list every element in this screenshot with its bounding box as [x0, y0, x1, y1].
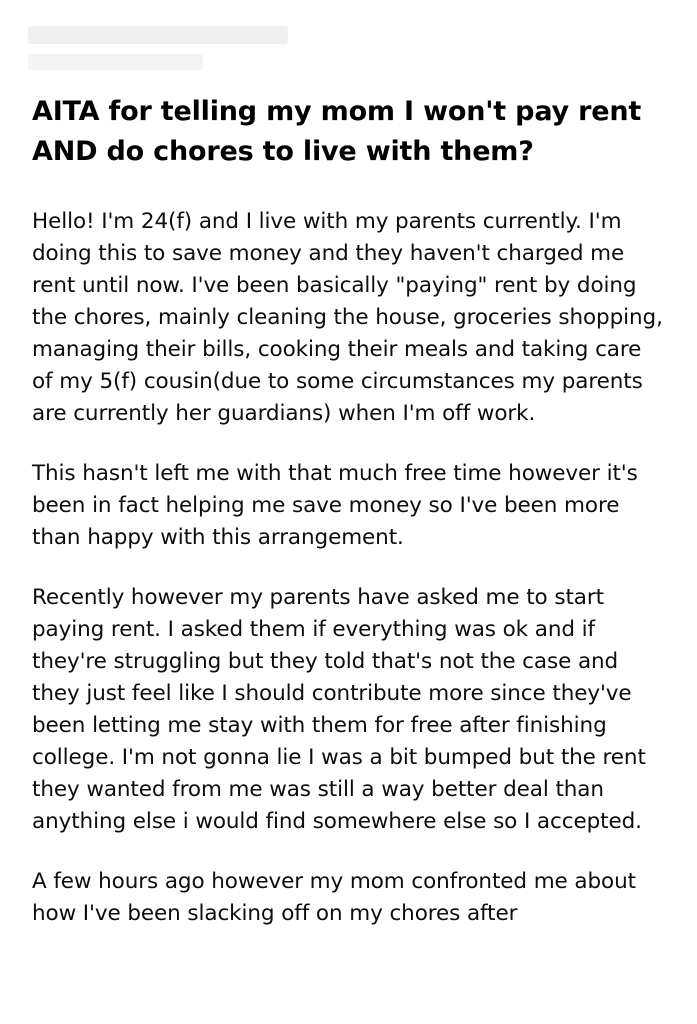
faded-header-strip	[0, 0, 697, 92]
post-paragraph: A few hours ago however my mom confronted me about how I've been slacking off on my chores after	[32, 869, 636, 926]
post-content	[0, 92, 697, 930]
faded-header-line-secondary	[28, 54, 203, 70]
faded-header-line-primary	[28, 26, 288, 44]
post-paragraph: Recently however my parents have asked me to start paying rent. I asked them if everything was ok and if they're struggling but they told that's not the case and they just feel like I should contribute more since they've been letting me stay with them for free after finishing college. I'm not gonna lie I was a bit bumped but the rent they wanted from me was still a way better deal than anything else i would find somewhere else so I accepted.	[32, 585, 646, 834]
post-paragraph: This hasn't left me with that much free time however it's been in fact helping me save money so I've been more than happy with this arrangement.	[32, 461, 638, 550]
page-title: AITA for telling my mom I won't pay rent AND do chores to live with them?	[32, 96, 642, 167]
post-body	[32, 206, 665, 930]
post-paragraph: Hello! I'm 24(f) and I live with my parents currently. I'm doing this to save money and they haven't charged me rent until now. I've been basically "paying" rent by doing the chores, mainly cleaning the house, groceries shopping, managing their bills, cooking their meals and taking care of my 5(f) cousin(due to some circumstances my parents are currently her guardians) when I'm off work.	[32, 209, 663, 426]
